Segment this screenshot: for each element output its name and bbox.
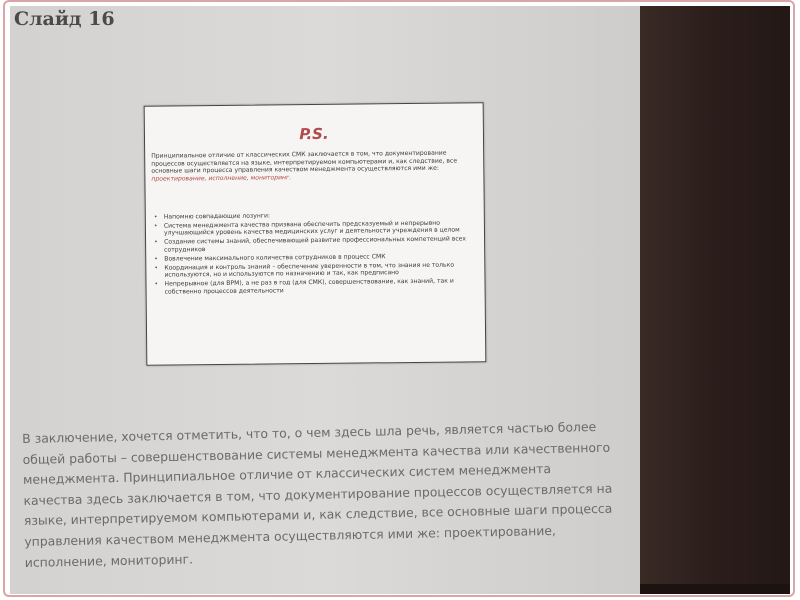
slide-number-title: Слайд 16 bbox=[14, 8, 115, 30]
list-item: • Вовлечение максимального количества сотрудников в процесс СМК bbox=[152, 252, 470, 263]
screen-bezel bbox=[640, 584, 790, 594]
screen-edge bbox=[640, 6, 790, 594]
list-item: • Непрерывное (для BPM), а не раз в год (для СМК), совершенствование, как знаний, так и собственно процессов деятельности bbox=[152, 278, 470, 296]
ps-intro-accent: проектирование, исполнение, мониторинг. bbox=[151, 174, 292, 183]
embedded-slide bbox=[144, 102, 487, 366]
ps-intro-paragraph bbox=[151, 149, 473, 183]
ps-heading: P.S. bbox=[299, 124, 329, 144]
list-item: • Напомню совпадающие лозунги: bbox=[152, 210, 470, 221]
list-item: • Создание системы знаний, обеспечивающей развитие профессиональных компетенций всех сотрудников bbox=[152, 236, 470, 254]
conclusion-paragraph: В заключение, хочется отметить, что то, о чем здесь шла речь, является частью более общей работы – совершенствование системы менеджмента качества или качественного менеджмента. Принципиальное отличие от классических систем менеджмента качества здесь заключается в том, что документирование процессов осуществляется на языке, интерпретируемом компьютерами и, как следствие, все основные шаги процесса управления качеством менеджмента осуществляются ими же: проектирование, исполнение, мониторинг. bbox=[22, 418, 613, 570]
monitor-photo bbox=[10, 6, 790, 594]
list-item: • Система менеджмента качества призвана обеспечить предсказуемый и непрерывно улучшающийся уровень качества медицинских услуг и деятельности учреждения в целом bbox=[152, 219, 470, 237]
ps-intro-text: Принципиальное отличие от классических СМК заключается в том, что документирование процессов осуществляется на языке, интерпретируемом компьютерами и, как следствие, все основные шаги процесса управления качеством менеджмента осуществляются ими же: bbox=[151, 149, 458, 175]
ps-bullet-list bbox=[152, 210, 471, 297]
list-item: • Координация и контроль знаний – обеспечение уверенности в том, что знания не только используются, но и используются по назначению и так, как предписано bbox=[152, 261, 470, 279]
